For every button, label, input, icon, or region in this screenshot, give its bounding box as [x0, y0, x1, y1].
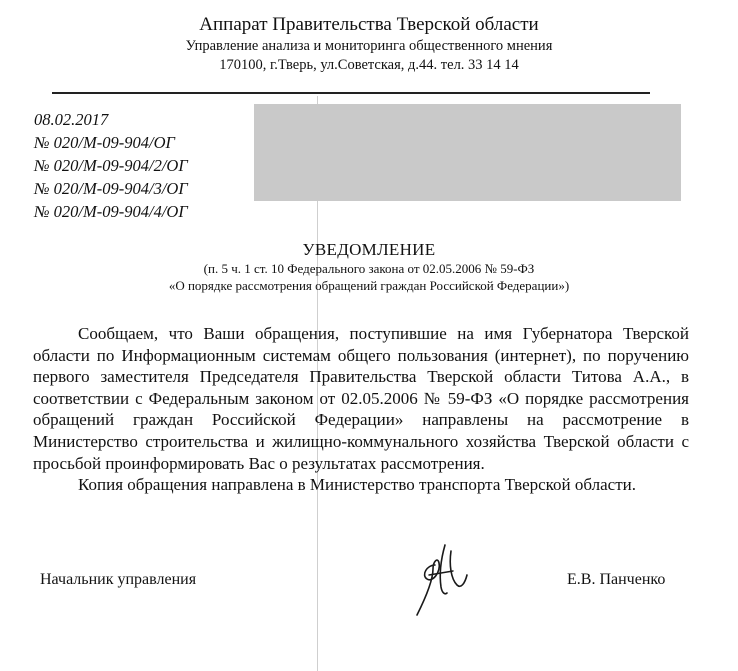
- notice-subtitle-line-2: «О порядке рассмотрения обращений граждан Российской Федерации»): [168, 278, 570, 293]
- reference-block: [34, 108, 188, 223]
- reference-number: № 020/М-09-904/2/ОГ: [34, 156, 188, 175]
- address-line: 170100, г.Тверь, ул.Советская, д.44. тел. 33 14 14: [219, 57, 519, 73]
- header-divider: [52, 92, 650, 94]
- letter-body: [33, 323, 689, 496]
- body-paragraph: Сообщаем, что Ваши обращения, поступившие на имя Губернатора Тверской области по Информационным системам общего пользования (интернет), по поручению первого заместителя Председателя Правительства Тверской области Титова А.А., в соответствии с Федеральным законом от 02.05.2006 № 59-ФЗ «О порядке рассмотрения обращений граждан Российской Федерации» направлены на рассмотрение в Министерство строительства и жилищно-коммунального хозяйства Тверской области с просьбой проинформировать Вас о результатах рассмотрения.: [33, 324, 689, 473]
- notice-heading: [60, 240, 678, 294]
- notice-subtitle-line-1: (п. 5 ч. 1 ст. 10 Федерального закона от 02.05.2006 № 59-ФЗ: [203, 261, 535, 276]
- department-name: Управление анализа и мониторинга общественного мнения: [185, 38, 553, 54]
- signatory-name: Е.В. Панченко: [567, 571, 666, 588]
- body-paragraph: Копия обращения направлена в Министерство транспорта Тверской области.: [78, 475, 636, 495]
- reference-date: 08.02.2017: [34, 110, 109, 129]
- signatory-position: Начальник управления: [40, 571, 197, 588]
- redacted-recipient-block: [254, 104, 681, 201]
- handwritten-signature: [405, 535, 475, 620]
- notice-title: УВЕДОМЛЕНИЕ: [302, 240, 436, 259]
- reference-number: № 020/М-09-904/ОГ: [34, 133, 175, 152]
- letterhead: [0, 14, 738, 75]
- reference-number: № 020/М-09-904/4/ОГ: [34, 202, 188, 221]
- organization-name: Аппарат Правительства Тверской области: [199, 14, 539, 35]
- reference-number: № 020/М-09-904/3/ОГ: [34, 179, 188, 198]
